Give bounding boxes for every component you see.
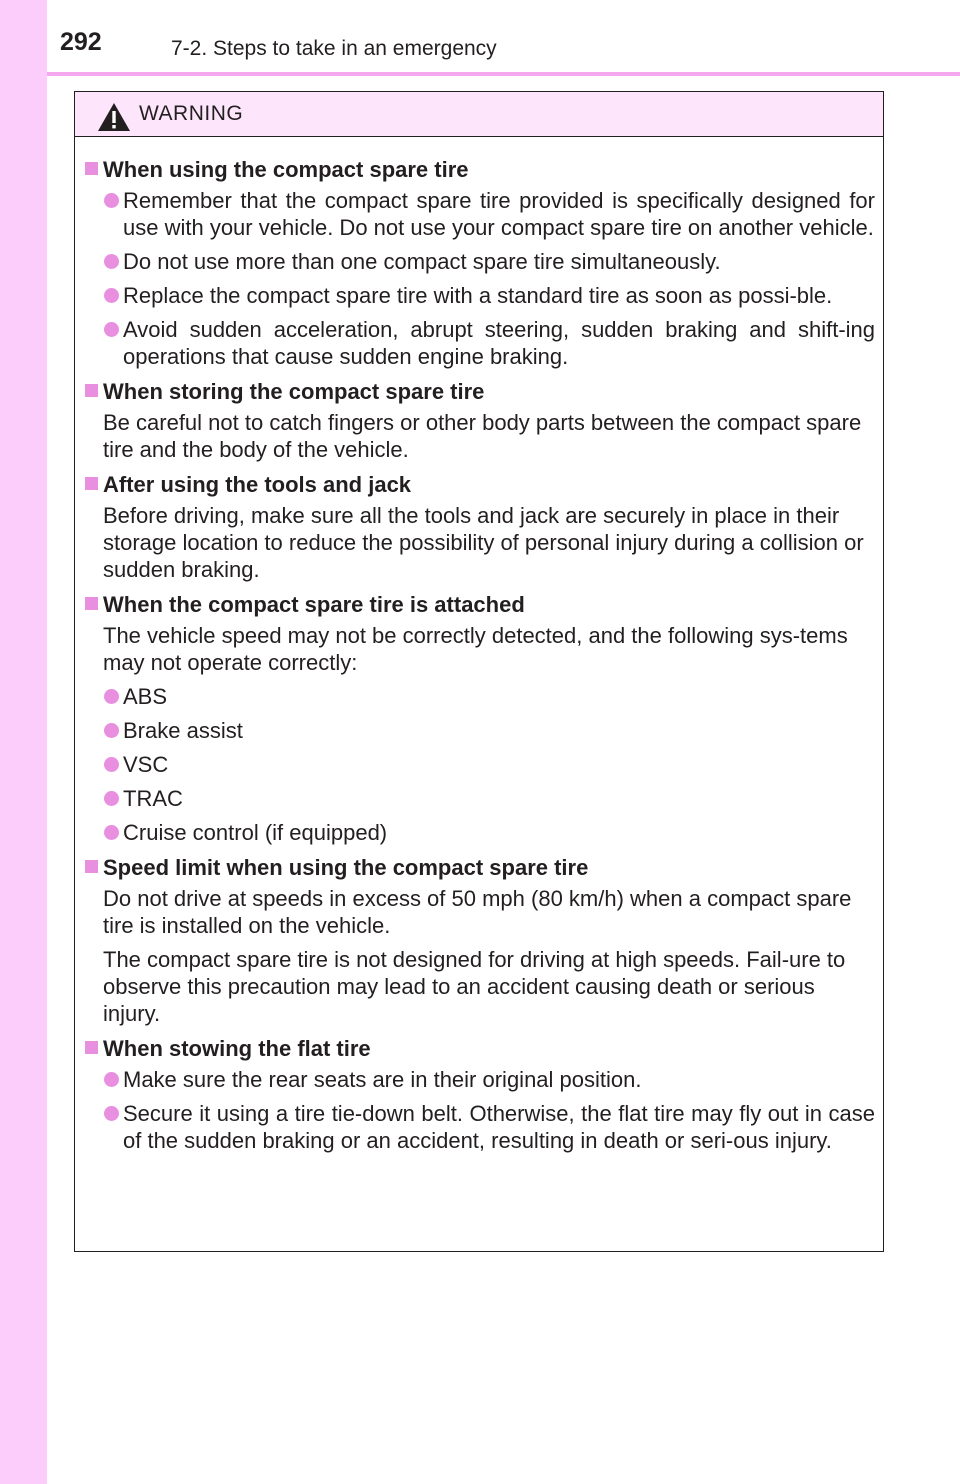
round-bullet-icon: [104, 689, 119, 704]
bullet-item: [83, 1066, 875, 1093]
side-color-bar: [0, 0, 47, 1484]
round-bullet-icon: [104, 254, 119, 269]
paragraph: [83, 622, 875, 676]
bullet-item: [83, 248, 875, 275]
square-bullet-icon: [85, 477, 98, 490]
item-text: Secure it using a tire tie-down belt. Otherwise, the flat tire may fly out in case of the sudden braking or an accident, resulting in death or seri-ous injury.: [123, 1101, 875, 1153]
section-heading: [83, 378, 875, 405]
section-heading: [83, 854, 875, 881]
item-text: Replace the compact spare tire with a standard tire as soon as possi-ble.: [123, 283, 833, 308]
bullet-item: [83, 785, 875, 812]
warning-label: WARNING: [139, 102, 244, 125]
page-header: [47, 0, 960, 72]
bullet-item: [83, 1100, 875, 1154]
round-bullet-icon: [104, 193, 119, 208]
item-text: Do not drive at speeds in excess of 50 mph (80 km/h) when a compact spare tire is installed on the vehicle.: [103, 886, 852, 938]
bullet-item: [83, 751, 875, 778]
item-text: The compact spare tire is not designed for driving at high speeds. Fail-ure to observe this precaution may lead to an accident causing death or serious injury.: [103, 947, 846, 1026]
section-heading-text: After using the tools and jack: [103, 472, 412, 497]
square-bullet-icon: [85, 1041, 98, 1054]
section-heading: [83, 1035, 875, 1062]
round-bullet-icon: [104, 288, 119, 303]
round-bullet-icon: [104, 757, 119, 772]
item-text: TRAC: [123, 786, 183, 811]
square-bullet-icon: [85, 860, 98, 873]
square-bullet-icon: [85, 597, 98, 610]
round-bullet-icon: [104, 1106, 119, 1121]
item-text: VSC: [123, 752, 169, 777]
bullet-item: [83, 819, 875, 846]
round-bullet-icon: [104, 723, 119, 738]
bullet-item: [83, 316, 875, 370]
item-text: The vehicle speed may not be correctly detected, and the following sys-tems may not operate correctly:: [103, 623, 848, 675]
paragraph: [83, 409, 875, 463]
bullet-item: [83, 187, 875, 241]
item-text: Be careful not to catch fingers or other body parts between the compact spare tire and the body of the vehicle.: [103, 410, 862, 462]
bullet-item: [83, 282, 875, 309]
item-text: Brake assist: [123, 718, 243, 743]
round-bullet-icon: [104, 825, 119, 840]
section-heading-text: When using the compact spare tire: [103, 157, 469, 182]
section-heading-text: When storing the compact spare tire: [103, 379, 485, 404]
section-heading-text: When the compact spare tire is attached: [103, 592, 525, 617]
item-text: ABS: [123, 684, 168, 709]
header-divider: [47, 72, 960, 76]
warning-body: [75, 137, 883, 1154]
paragraph: [83, 502, 875, 583]
item-text: Do not use more than one compact spare tire simultaneously.: [123, 249, 721, 274]
square-bullet-icon: [85, 384, 98, 397]
item-text: Cruise control (if equipped): [123, 820, 388, 845]
item-text: Remember that the compact spare tire provided is specifically designed for use with your vehicle. Do not use your compact spare tire on another vehicle.: [123, 188, 875, 240]
warning-box: [74, 91, 884, 1252]
bullet-item: [83, 717, 875, 744]
section-heading: [83, 156, 875, 183]
section-title: 7-2. Steps to take in an emergency: [171, 37, 497, 60]
section-heading: [83, 471, 875, 498]
item-text: Avoid sudden acceleration, abrupt steering, sudden braking and shift-ing operations that cause sudden engine braking.: [123, 317, 875, 369]
warning-triangle-icon: [97, 102, 131, 137]
paragraph: [83, 885, 875, 939]
square-bullet-icon: [85, 162, 98, 175]
warning-header: [75, 92, 883, 137]
section-heading-text: When stowing the flat tire: [103, 1036, 371, 1061]
bullet-item: [83, 683, 875, 710]
round-bullet-icon: [104, 1072, 119, 1087]
paragraph: [83, 946, 875, 1027]
round-bullet-icon: [104, 791, 119, 806]
section-heading-text: Speed limit when using the compact spare tire: [103, 855, 589, 880]
round-bullet-icon: [104, 322, 119, 337]
item-text: Make sure the rear seats are in their original position.: [123, 1067, 642, 1092]
page-number: 292: [60, 28, 102, 56]
item-text: Before driving, make sure all the tools and jack are securely in place in their storage location to reduce the possibility of personal injury during a collision or sudden braking.: [103, 503, 864, 582]
section-heading: [83, 591, 875, 618]
